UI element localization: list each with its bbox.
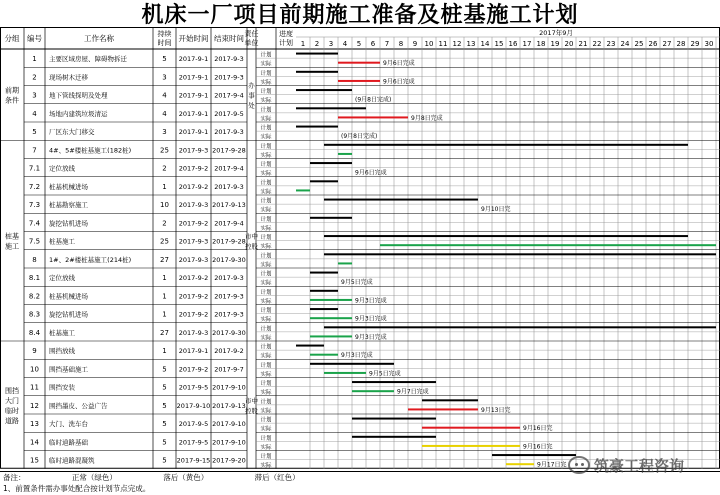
task-duration: 5 [162,420,167,429]
row-actual-label: 实际 [260,335,272,342]
plan-bar [296,126,338,128]
plan-bar [296,345,324,347]
row-actual-label: 实际 [260,207,272,214]
task-code: 14 [30,438,39,447]
row-actual-label: 实际 [260,79,272,86]
header-day: 25 [634,40,644,48]
task-name: 厂区东大门移交 [49,128,95,137]
task-code: 9 [32,347,37,356]
completion-note: 9月3日完成 [355,333,387,341]
group-name: 前期 [5,86,19,95]
task-start: 2017-9-3 [178,328,209,337]
row-plan-label: 计划 [260,399,272,406]
row-plan-label: 计划 [260,70,272,77]
remark-text: 1、前置条件需办事处配合按计划节点完成。 [3,484,151,493]
task-end: 2017-9-3 [214,182,244,191]
task-end: 2017-9-10 [212,420,246,429]
task-start: 2017-9-1 [178,128,209,137]
row-plan-label: 计划 [260,198,272,205]
task-end: 2017-9-10 [212,383,246,392]
header-day: 21 [578,40,588,48]
row-actual-label: 实际 [260,390,272,397]
completion-note: 9月8日完成 [411,114,443,122]
header-cell: 编号 [27,34,42,43]
row-plan-label: 计划 [260,162,272,169]
task-duration: 5 [162,365,167,374]
task-code: 8.4 [28,328,41,337]
row-plan-label: 计划 [260,308,272,315]
task-code: 7.4 [28,219,41,228]
row-plan-label: 计划 [260,417,272,424]
header-day: 18 [536,40,546,48]
row-actual-label: 实际 [260,426,272,433]
task-name: 桩基施工 [49,237,75,246]
task-code: 7.2 [28,182,41,191]
actual-bar [338,153,352,155]
row-actual-label: 实际 [260,152,272,159]
actual-bar [408,408,478,410]
task-duration: 25 [160,146,169,155]
group-owner: 处 [248,101,255,110]
task-duration: 27 [160,328,169,337]
row-actual-label: 实际 [260,317,272,324]
actual-bar [380,244,716,246]
actual-bar [324,372,366,374]
task-name: 4#、5#楼桩基施工(182桩) [49,146,132,155]
header-cell: 结束时间 [214,34,244,43]
row-actual-label: 实际 [260,463,272,470]
note-label: 备注： [3,473,26,482]
task-duration: 25 [160,237,169,246]
page-title: 机床一厂项目前期施工准备及桩基施工计划 [141,2,579,28]
header-day: 23 [606,40,616,48]
actual-bar [338,62,380,64]
plan-bar [296,89,352,91]
task-name: 临时道路基础 [49,438,88,447]
header-day: 1 [300,40,306,48]
task-name: 现场树木迁移 [49,73,88,82]
task-end: 2017-9-2 [214,347,244,356]
table-border [1,28,720,469]
actual-bar [296,189,310,191]
row-plan-label: 计划 [260,326,272,333]
header-day: 28 [676,40,686,48]
plan-bar [324,199,478,201]
task-start: 2017-9-2 [178,274,209,283]
header-cell: 工作名称 [84,34,114,43]
plan-bar [324,144,688,146]
row-plan-label: 计划 [260,381,272,388]
group-owner: 控股 [245,406,258,415]
header-day: 8 [398,40,404,48]
task-start: 2017-9-2 [178,365,209,374]
completion-note: 9月3日完成 [355,297,387,305]
row-plan-label: 计划 [260,235,272,242]
task-duration: 5 [162,438,167,447]
task-duration: 1 [162,274,167,283]
task-code: 7.1 [28,164,41,173]
task-name: 围挡安装 [49,383,75,392]
group-name: 临时 [5,406,19,415]
task-end: 2017-9-3 [214,73,244,82]
header-day: 10 [424,40,434,48]
header-day: 24 [620,40,630,48]
task-start: 2017-9-2 [178,292,209,301]
task-end: 2017-9-28 [212,237,246,246]
group-owner: 控股 [245,242,258,251]
task-code: 8 [32,255,37,264]
task-name: 桩基勘察施工 [49,201,88,210]
header-day: 26 [648,40,658,48]
row-plan-label: 计划 [260,344,272,351]
gantt-sheet [0,27,720,470]
task-name: 桩基施工 [49,328,75,337]
task-start: 2017-9-1 [178,73,209,82]
task-end: 2017-9-13 [212,401,246,410]
task-duration: 5 [162,401,167,410]
task-end: 2017-9-20 [212,456,246,465]
row-actual-label: 实际 [260,353,272,360]
header-day: 7 [384,40,390,48]
task-duration: 3 [162,73,167,82]
task-duration: 5 [162,55,167,64]
row-plan-label: 计划 [260,289,272,296]
task-duration: 27 [160,255,169,264]
task-code: 13 [30,420,39,429]
gantt-table [0,27,720,470]
task-end: 2017-9-10 [212,438,246,447]
plan-bar [296,53,338,55]
completion-note: 9月13日完 [481,406,511,414]
row-plan-label: 计划 [260,125,272,132]
row-actual-label: 实际 [260,280,272,287]
row-plan-label: 计划 [260,52,272,59]
completion-note: 9月16日完 [523,425,553,433]
header-plan-actual: 进度 [279,30,293,38]
header-cell: 分组 [4,34,20,43]
header-day: 15 [494,40,504,48]
completion-note: (9月8日完成) [355,96,392,104]
task-name: 定位放线 [49,274,75,283]
header-owner: 责任 [244,30,259,38]
actual-bar [352,390,394,392]
task-duration: 2 [162,164,167,173]
header-duration: 持续 [157,30,172,38]
task-end: 2017-9-3 [214,310,244,319]
task-name: 旋挖钻机进场 [49,219,88,228]
group-name: 围挡 [5,386,19,395]
actual-bar [310,317,352,319]
header-day: 27 [662,40,672,48]
row-plan-label: 计划 [260,89,272,96]
task-code: 2 [32,73,37,82]
row-actual-label: 实际 [260,244,272,251]
task-start: 2017-9-5 [178,438,209,447]
task-end: 2017-9-3 [214,55,244,64]
task-duration: 1 [162,292,167,301]
row-actual-label: 实际 [260,225,272,232]
task-code: 1 [32,55,37,64]
header-owner: 单位 [244,39,259,47]
row-plan-label: 计划 [260,454,272,461]
row-actual-label: 实际 [260,61,272,68]
header-day: 13 [466,40,476,48]
task-duration: 1 [162,347,167,356]
actual-bar [310,299,352,301]
legend-severe: 滞后（红色） [254,473,300,482]
task-end: 2017-9-13 [212,201,246,210]
header-day: 16 [508,40,518,48]
watermark-text: 筑豪工程咨询 [594,456,685,475]
task-duration: 5 [162,456,167,465]
task-code: 4 [32,109,37,118]
task-end: 2017-9-3 [214,128,244,137]
plan-bar [352,381,436,383]
task-name: 围挡放线 [49,347,75,356]
plan-bar [310,217,352,219]
plan-bar [352,418,436,420]
header-day: 6 [370,40,376,48]
header-day: 11 [438,40,448,48]
group-owner: 市中 [245,396,258,405]
completion-note: 9月3日完成 [355,315,387,323]
plan-bar [310,180,338,182]
task-end: 2017-9-7 [214,365,244,374]
task-name: 地下管线探明及处理 [49,91,108,100]
header-day: 20 [564,40,574,48]
completion-note: (9月8日完成) [341,133,378,141]
header-day: 30 [704,40,714,48]
task-end: 2017-9-28 [212,146,246,155]
task-start: 2017-9-10 [176,401,211,410]
header-day: 5 [356,40,362,48]
task-code: 7 [32,146,37,155]
task-start: 2017-9-3 [178,201,209,210]
completion-note: 9月17日完 [537,461,567,469]
plan-bar [296,107,366,109]
row-actual-label: 实际 [260,98,272,105]
task-end: 2017-9-4 [214,219,244,228]
task-code: 3 [32,91,37,100]
legend-lag: 落后（黄色） [163,473,209,482]
task-name: 临时道路混凝筑 [49,456,95,465]
task-start: 2017-9-2 [178,182,209,191]
plan-bar [324,253,716,255]
task-code: 7.3 [28,201,41,210]
row-actual-label: 实际 [260,408,272,415]
plan-bar [492,454,576,456]
task-start: 2017-9-3 [178,237,209,246]
task-duration: 2 [162,219,167,228]
actual-bar [310,354,338,356]
row-actual-label: 实际 [260,444,272,451]
row-plan-label: 计划 [260,143,272,150]
task-name: 1#、2#楼桩基施工(214桩) [49,255,132,264]
header-day: 17 [522,40,532,48]
task-start: 2017-9-2 [178,310,209,319]
row-plan-label: 计划 [260,362,272,369]
actual-bar [338,80,380,82]
header-day: 22 [592,40,602,48]
completion-note: 9月6日完成 [383,78,415,86]
row-plan-label: 计划 [260,253,272,260]
task-code: 15 [30,456,39,465]
row-actual-label: 实际 [260,116,272,123]
task-end: 2017-9-4 [214,164,244,173]
task-name: 桩基机械进场 [49,292,88,301]
completion-note: 9月5日完成 [341,279,373,287]
header-plan-actual: 计划 [279,39,293,47]
plan-bar [310,363,394,365]
actual-bar [422,445,520,447]
group-name: 条件 [5,96,19,105]
completion-note: 9月6日完成 [355,169,387,177]
task-end: 2017-9-3 [214,292,244,301]
header-day: 9 [412,40,418,48]
plan-bar [310,308,338,310]
task-code: 7.5 [28,237,41,246]
legend-normal: 正常（绿色） [71,473,117,482]
plan-bar [296,71,338,73]
header-day: 14 [480,40,490,48]
row-actual-label: 实际 [260,171,272,178]
task-start: 2017-9-2 [178,164,209,173]
group-name: 大门 [5,396,19,405]
header-day: 12 [452,40,462,48]
row-plan-label: 计划 [260,107,272,114]
row-plan-label: 计划 [260,180,272,187]
row-plan-label: 计划 [260,216,272,223]
task-name: 桩基机械进场 [49,182,88,191]
task-code: 12 [30,401,39,410]
plan-bar [310,162,352,164]
task-code: 8.3 [28,310,41,319]
row-actual-label: 实际 [260,371,272,378]
completion-note: 9月3日完成 [341,352,373,360]
task-duration: 4 [162,109,167,118]
task-name: 大门、洗车台 [49,420,88,429]
task-name: 场地内建筑垃圾清运 [49,109,108,118]
task-start: 2017-9-2 [178,219,209,228]
wechat-icon [568,456,590,474]
header-day: 2 [314,40,320,48]
task-duration: 4 [162,91,167,100]
plan-bar [310,290,338,292]
header-day: 29 [690,40,700,48]
task-name: 定位放线 [49,164,75,173]
task-code: 8.1 [28,274,41,283]
task-end: 2017-9-4 [214,91,244,100]
task-name: 主要区域房屋、障碍物拆迁 [49,55,127,64]
task-duration: 10 [160,201,169,210]
task-duration: 1 [162,182,167,191]
completion-note: 9月6日完成 [383,60,415,68]
watermark [568,451,718,479]
task-end: 2017-9-3 [214,274,244,283]
task-name: 围挡墨皮、公益广告 [49,401,108,410]
row-actual-label: 实际 [260,262,272,269]
task-name: 围挡基础施工 [49,365,88,374]
task-code: 11 [30,383,39,392]
plan-bar [324,235,688,237]
completion-note: 9月10日完 [481,206,511,214]
task-duration: 5 [162,383,167,392]
group-owner: 事 [248,91,255,100]
task-code: 5 [32,128,37,137]
task-start: 2017-9-1 [178,347,209,356]
group-name: 桩基 [5,232,19,241]
task-end: 2017-9-5 [214,109,244,118]
header-day: 3 [328,40,334,48]
row-actual-label: 实际 [260,134,272,141]
row-actual-label: 实际 [260,189,272,196]
task-code: 8.2 [28,292,41,301]
actual-bar [310,335,352,337]
group-name: 道路 [5,416,19,425]
task-start: 2017-9-5 [178,383,209,392]
header-duration: 时间 [157,39,172,47]
task-start: 2017-9-5 [178,420,209,429]
actual-bar [422,427,520,429]
task-start: 2017-9-1 [178,109,209,118]
row-actual-label: 实际 [260,298,272,305]
group-owner: 市中 [245,232,258,241]
plan-bar [352,436,436,438]
task-end: 2017-9-30 [212,255,246,264]
plan-bar [422,399,478,401]
completion-note: 9月16日完 [523,443,553,451]
header-day: 4 [342,40,348,48]
task-start: 2017-9-3 [178,255,209,264]
plan-bar [324,326,716,328]
actual-bar [506,463,534,465]
plan-bar [310,272,338,274]
row-plan-label: 计划 [260,435,272,442]
row-plan-label: 计划 [260,271,272,278]
task-duration: 3 [162,128,167,137]
header-month: 2017年9月 [539,29,573,37]
task-start: 2017-9-1 [178,55,209,64]
task-name: 旋挖钻机进场 [49,310,88,319]
completion-note: 9月5日完成 [369,370,401,378]
task-duration: 1 [162,310,167,319]
task-code: 10 [30,365,39,374]
header-day: 19 [550,40,560,48]
group-owner: 办 [248,81,255,90]
actual-bar [338,262,352,264]
completion-note: 9月7日完成 [397,388,429,396]
task-start: 2017-9-3 [178,146,209,155]
task-end: 2017-9-30 [212,328,246,337]
task-start: 2017-9-1 [178,91,209,100]
group-name: 施工 [5,242,19,251]
header-cell: 开始时间 [178,34,209,43]
task-start: 2017-9-15 [176,456,211,465]
actual-bar [338,116,408,118]
